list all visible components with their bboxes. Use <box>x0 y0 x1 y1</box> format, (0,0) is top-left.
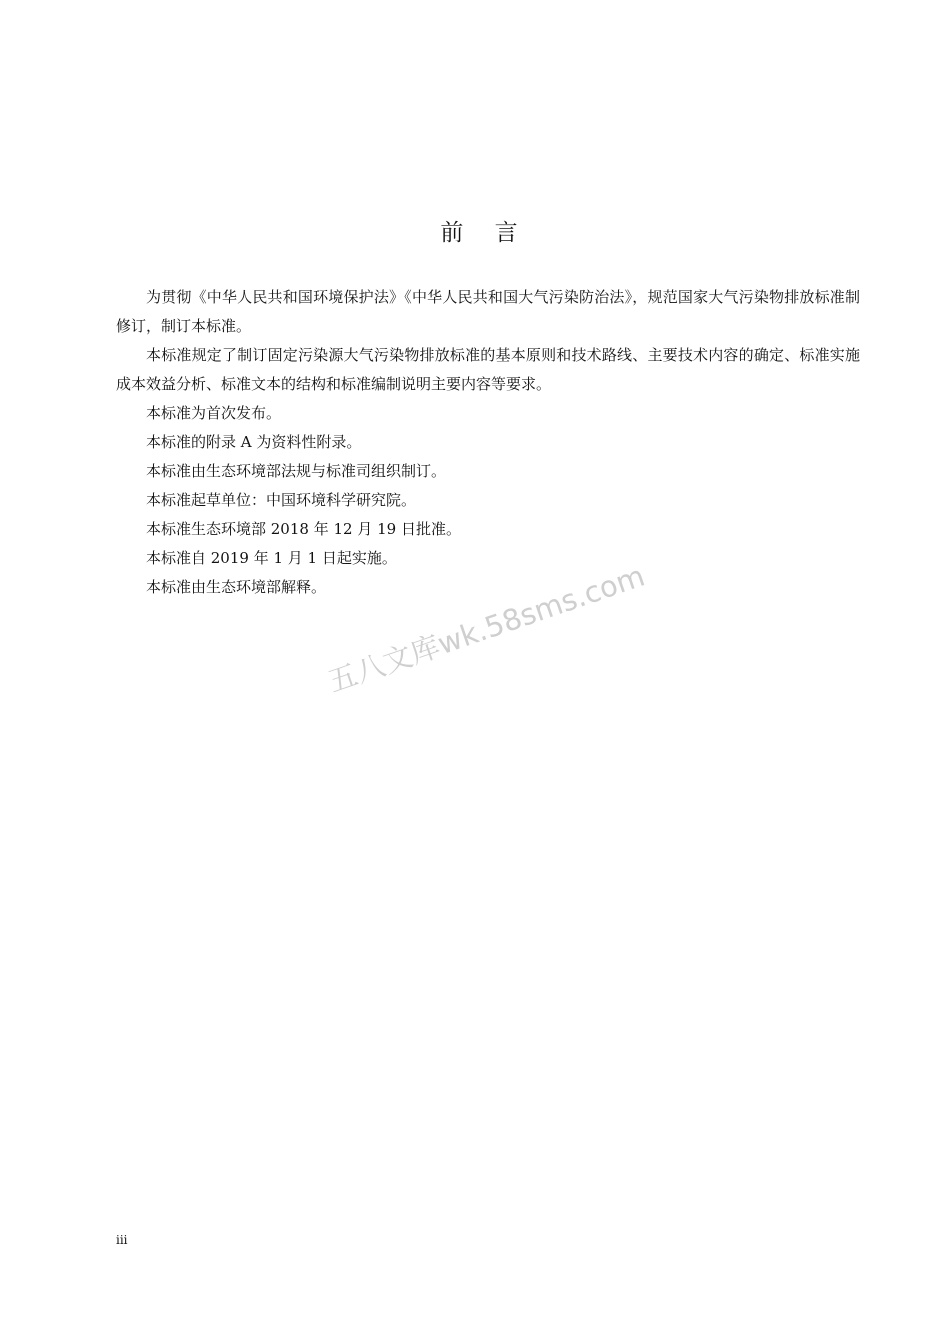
paragraph-drafting-unit: 本标准起草单位：中国环境科学研究院。 <box>146 491 417 509</box>
paragraph-approval-date: 本标准生态环境部 2018 年 12 月 19 日批准。 <box>146 520 461 538</box>
paragraph-interpretation: 本标准由生态环境部解释。 <box>146 578 327 596</box>
foreword-body <box>116 283 860 602</box>
page-title: 前 言 <box>440 220 530 246</box>
paragraph-purpose: 为贯彻《中华人民共和国环境保护法》《中华人民共和国大气污染防治法》，规范国家大气污染物排放标准制修订，制订本标准。 <box>116 288 860 335</box>
paragraph-appendix: 本标准的附录 A 为资料性附录。 <box>146 433 362 451</box>
paragraph-first-release: 本标准为首次发布。 <box>146 404 282 422</box>
page-number: iii <box>116 1233 128 1247</box>
paragraph-effective-date: 本标准自 2019 年 1 月 1 日起实施。 <box>146 549 397 567</box>
paragraph-organizer: 本标准由生态环境部法规与标准司组织制订。 <box>146 462 447 480</box>
paragraph-scope: 本标准规定了制订固定污染源大气污染物排放标准的基本原则和技术路线、主要技术内容的确定、标准实施成本效益分析、标准文本的结构和标准编制说明主要内容等要求。 <box>116 346 860 393</box>
watermark: 五八文库wk.58sms.com <box>323 558 649 699</box>
